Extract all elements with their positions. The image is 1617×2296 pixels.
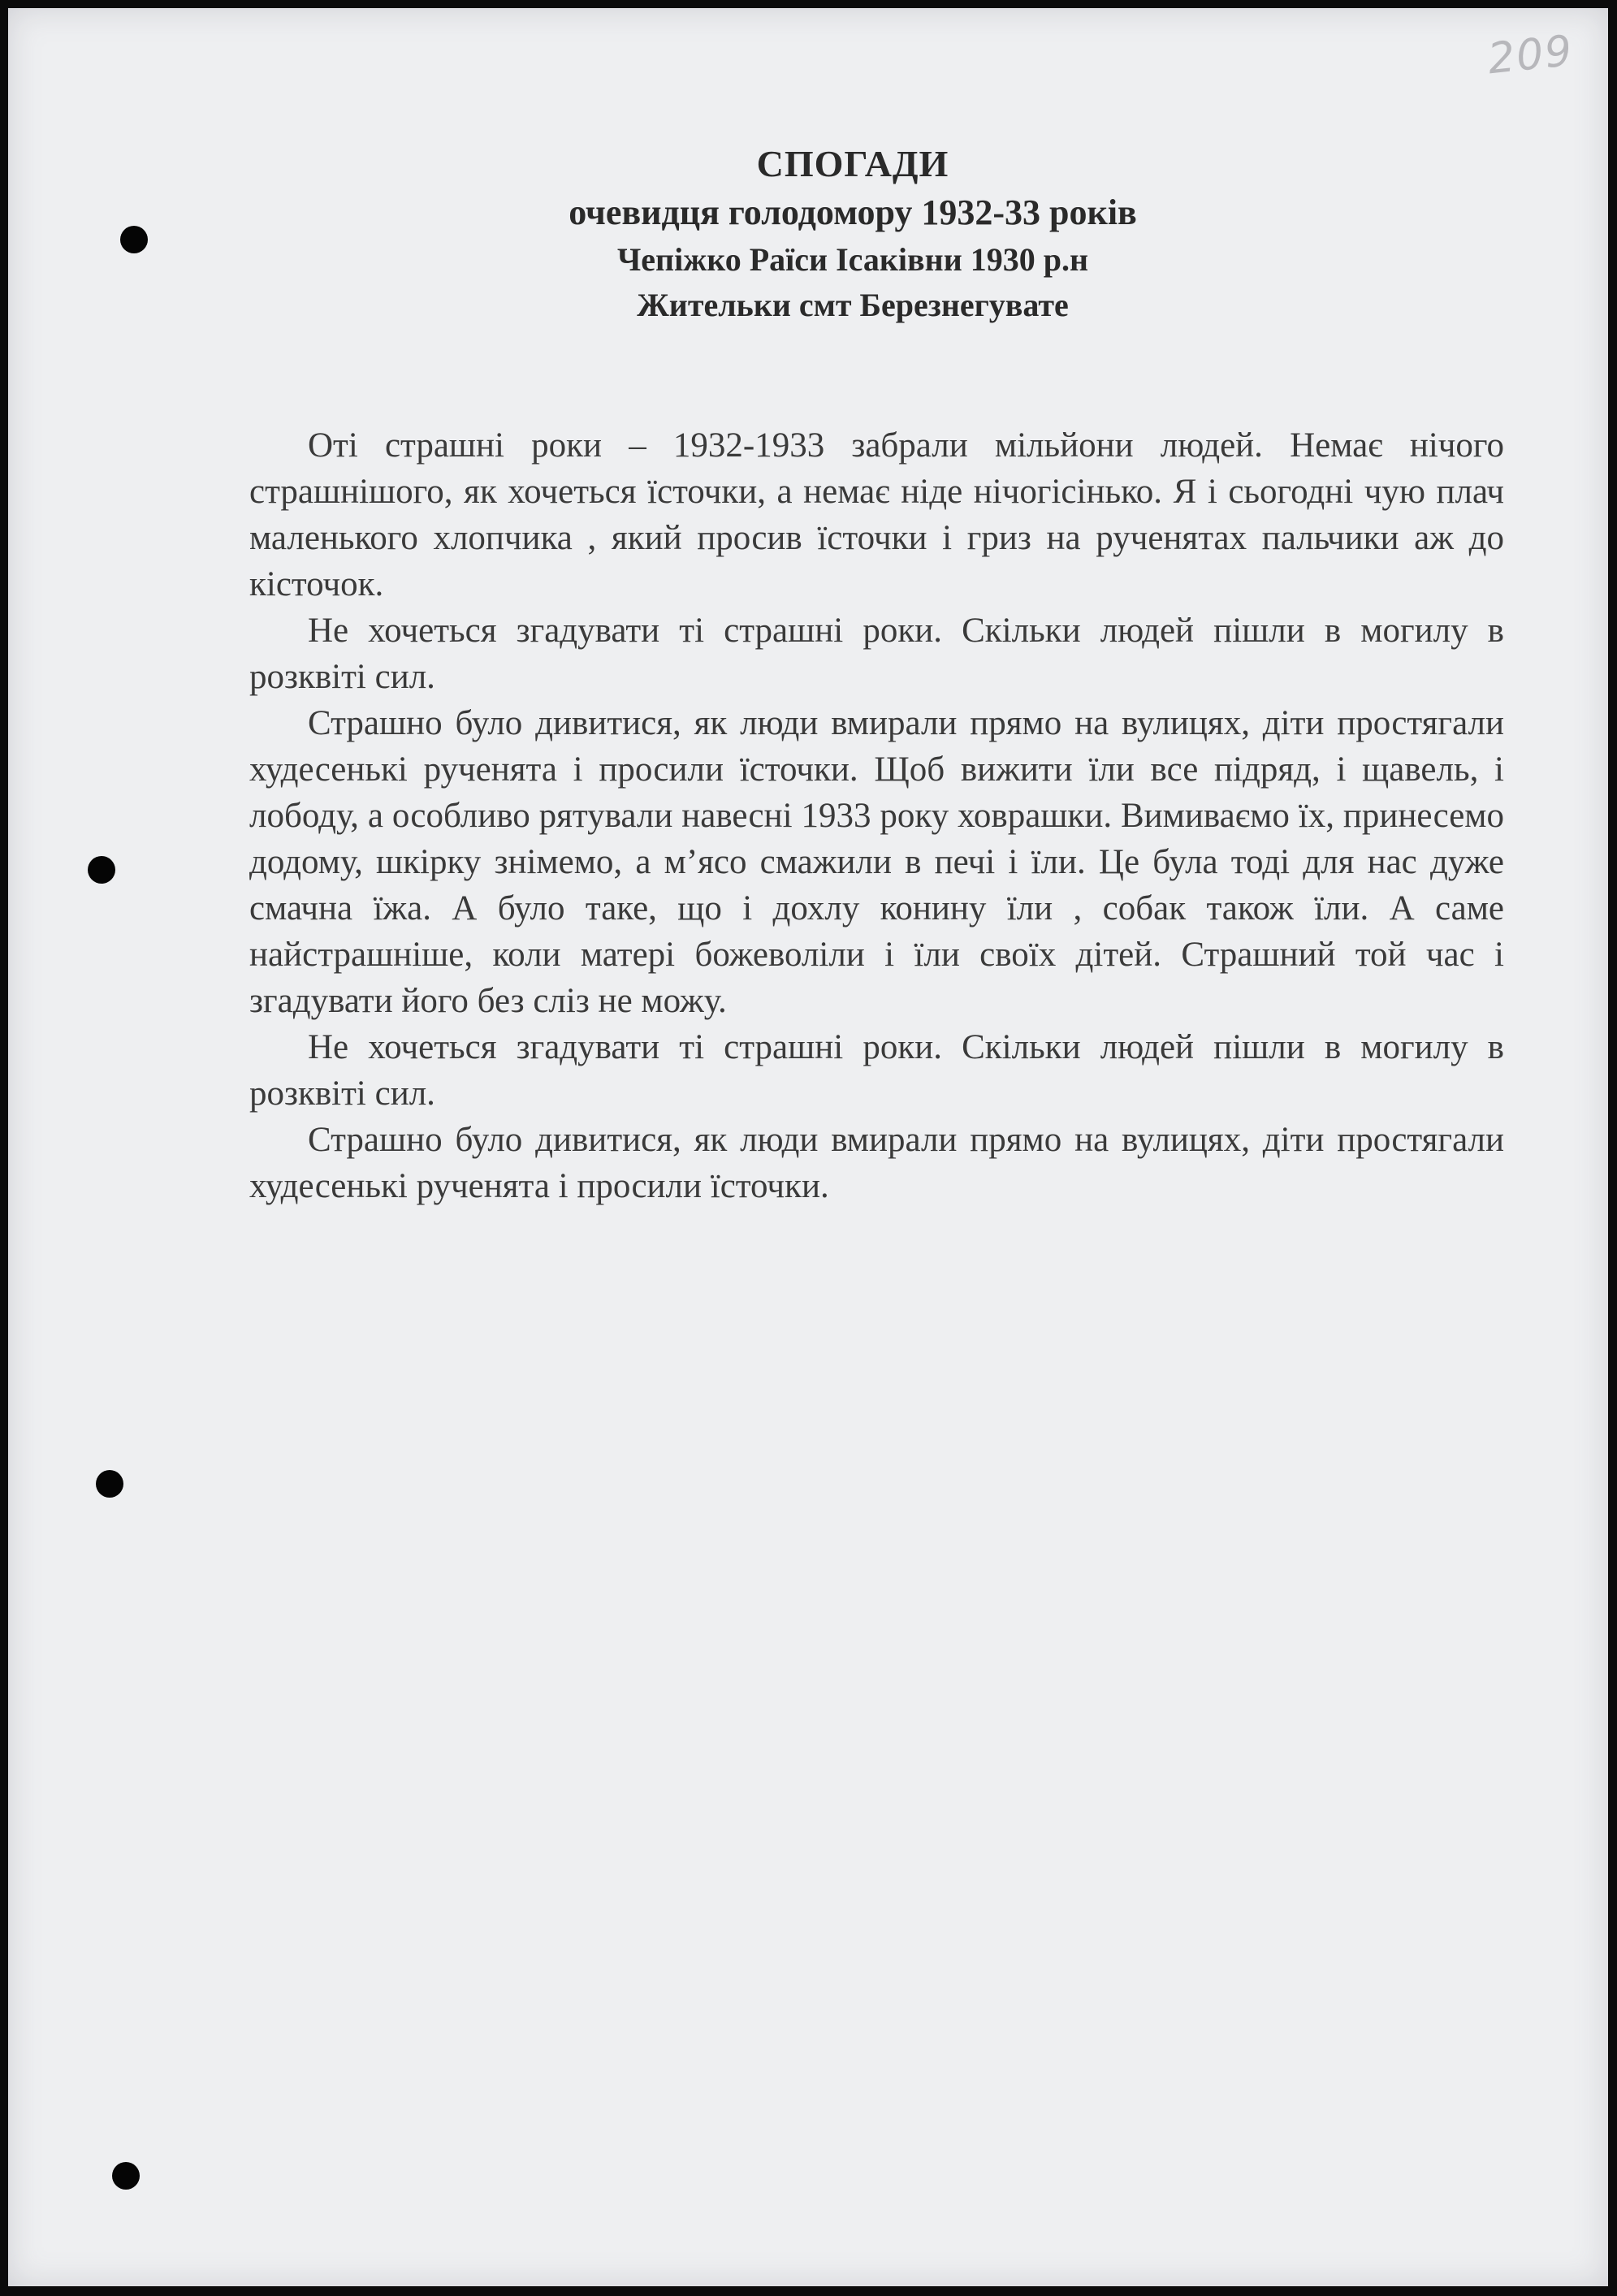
punch-hole-2 bbox=[88, 856, 115, 884]
paragraph: Не хочеться згадувати ті страшні роки. Скільки людей пішли в могилу в розквіті сил. bbox=[249, 1028, 1504, 1113]
page-number: 209 bbox=[1485, 26, 1576, 84]
paragraph: Не хочеться згадувати ті страшні роки. Скільки людей пішли в могилу в розквіті сил. bbox=[249, 612, 1504, 696]
document-header bbox=[8, 140, 1608, 328]
witness-residence: Жительки смт Березнегувате bbox=[637, 287, 1069, 323]
document-subtitle: очевидця голодомору 1932-33 років bbox=[569, 192, 1137, 232]
scanned-page bbox=[8, 8, 1608, 2286]
paragraph: Оті страшні роки – 1932-1933 забрали мільйони людей. Немає нічого страшнішого, як хочеться їсточки, а немає ніде нічогісінько. Я і сьогодні чую плач маленького хлопчика , який просив їсточки і гриз на рученятах пальчики аж до кісточок. bbox=[249, 426, 1504, 603]
paragraph: Страшно було дивитися, як люди вмирали прямо на вулицях, діти простягали худесенькі рученята і просили їсточки. bbox=[249, 1121, 1504, 1205]
punch-hole-4 bbox=[112, 2162, 140, 2190]
paragraph: Страшно було дивитися, як люди вмирали прямо на вулицях, діти простягали худесенькі рученята і просили їсточки. Щоб вижити їли все підряд, і щавель, і лободу, а особливо рятували навесні 1933 року ховрашки. Вимиваємо їх, принесемо додому, шкірку знімемо, а м’ясо смажили в печі і їли. Це була тоді для нас дуже смачна їжа. А було таке, що і дохлу конину їли , собак також їли. А саме найстрашніше, коли матері божеволіли і їли своїх дітей. Страшний той час і згадувати його без сліз не можу. bbox=[249, 704, 1504, 1020]
witness-name: Чепіжко Раїси Ісаківни 1930 р.н bbox=[616, 241, 1089, 278]
document-title: СПОГАДИ bbox=[756, 143, 949, 184]
punch-hole-3 bbox=[96, 1470, 123, 1498]
memoir-text bbox=[249, 422, 1504, 1209]
